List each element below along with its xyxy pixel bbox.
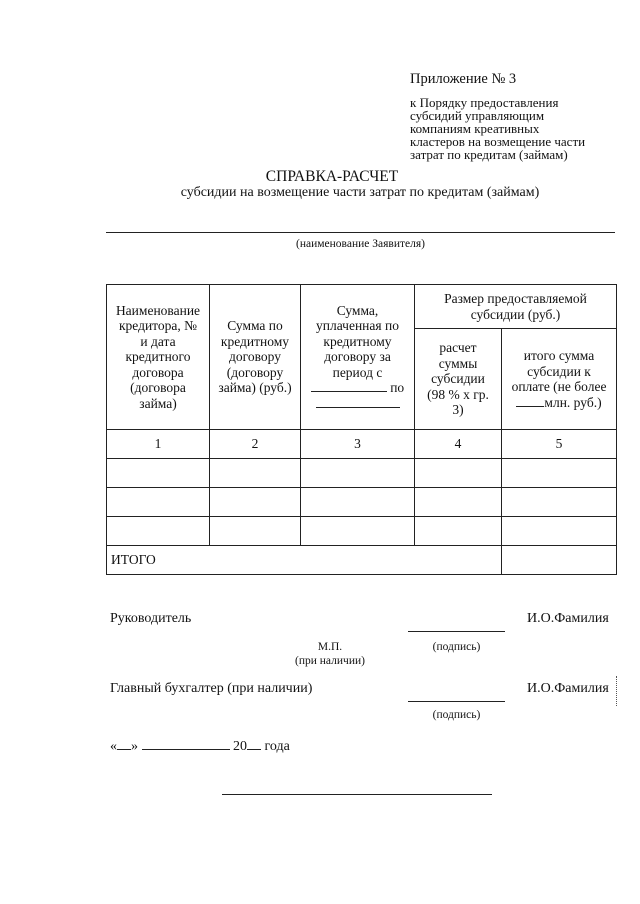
header-line: Размер предоставляемой — [444, 291, 587, 306]
period-to-label: по — [390, 380, 405, 396]
appendix-line: субсидий управляющим — [410, 108, 545, 123]
header-line: и дата — [140, 333, 176, 349]
stamp-label: М.П. — [317, 641, 343, 653]
date-open-quote: « — [110, 739, 117, 754]
head-name: И.О.Фамилия — [527, 611, 609, 626]
date-close-quote: » — [131, 739, 138, 754]
header-subsidy-calc — [415, 329, 502, 430]
period-blank-row — [304, 380, 411, 396]
date-day-blank[interactable] — [117, 748, 131, 750]
header-line: оплате (не более — [511, 379, 607, 394]
total-row — [107, 546, 617, 575]
table-cell[interactable] — [210, 517, 301, 546]
table-cell[interactable] — [415, 488, 502, 517]
header-line: 3) — [452, 402, 464, 418]
header-line: кредитному — [323, 333, 392, 349]
header-line — [505, 395, 613, 411]
column-number-row — [107, 430, 617, 459]
header-line: договору — [229, 349, 281, 365]
date-year-suffix: года — [264, 739, 290, 754]
header-paid-amount — [301, 285, 415, 430]
table-cell[interactable] — [502, 488, 617, 517]
header-line: (98 % х гр. — [427, 386, 489, 402]
header-line: (договору — [226, 364, 284, 380]
header-line: субсидии (руб.) — [470, 306, 561, 322]
table-cell[interactable] — [107, 517, 210, 546]
date-month-blank[interactable] — [142, 748, 230, 750]
column-number: 5 — [502, 430, 617, 459]
header-line: итого сумма — [523, 348, 595, 363]
amount-limit-blank — [516, 405, 544, 407]
header-line-tail: млн. руб.) — [544, 394, 602, 410]
table-cell[interactable] — [415, 517, 502, 546]
column-number: 4 — [415, 430, 502, 459]
table-cell[interactable] — [107, 488, 210, 517]
header-line: уплаченная по — [316, 318, 399, 334]
accountant-signature-caption: (подпись) — [432, 709, 481, 721]
header-line: (договора — [130, 380, 186, 396]
header-line: субсидии — [431, 371, 485, 387]
appendix-line: затрат по кредитам (займам) — [410, 147, 568, 162]
header-line: договору за — [324, 349, 391, 365]
header-line: субсидии к — [527, 363, 591, 379]
head-signature-caption: (подпись) — [432, 641, 481, 653]
applicant-name-line — [106, 232, 615, 233]
appendix-title: Приложение № 3 — [410, 71, 517, 87]
total-label: ИТОГО — [107, 546, 502, 575]
date-line — [110, 739, 290, 755]
bottom-signature-line[interactable] — [222, 794, 492, 795]
header-line: договора — [132, 364, 184, 380]
date-year-blank[interactable] — [247, 748, 261, 750]
table-cell[interactable] — [301, 488, 415, 517]
header-line: Сумма, — [336, 302, 379, 318]
total-value-cell[interactable] — [502, 546, 617, 575]
head-signature-line[interactable] — [408, 631, 505, 632]
column-number: 3 — [301, 430, 415, 459]
table-row — [107, 517, 617, 546]
table-cell[interactable] — [301, 517, 415, 546]
date-year-prefix: 20 — [233, 739, 247, 754]
period-to-blank — [316, 406, 400, 408]
header-line: кредитного — [125, 349, 191, 365]
header-line: Сумма по — [227, 318, 283, 334]
period-from-blank — [311, 390, 387, 392]
table-row — [107, 488, 617, 517]
table-cell[interactable] — [107, 459, 210, 488]
header-line: период с — [332, 364, 383, 380]
header-line: займа) — [139, 395, 177, 411]
appendix-line: кластеров на возмещение части — [410, 134, 586, 149]
table-row — [107, 459, 617, 488]
header-loan-amount — [210, 285, 301, 430]
head-title: Руководитель — [110, 611, 192, 626]
table-cell[interactable] — [415, 459, 502, 488]
table-cell[interactable] — [502, 517, 617, 546]
accountant-name: И.О.Фамилия — [527, 681, 609, 696]
scan-mark — [616, 676, 617, 706]
accountant-signature-line[interactable] — [408, 701, 505, 702]
appendix-subtitle — [410, 96, 625, 161]
header-line: суммы — [438, 355, 478, 371]
header-subsidy-group — [415, 285, 617, 329]
header-line: кредитному — [220, 333, 290, 349]
column-number: 1 — [107, 430, 210, 459]
table-cell[interactable] — [301, 459, 415, 488]
column-number: 2 — [210, 430, 301, 459]
appendix-line: компаниям креативных — [410, 121, 540, 136]
accountant-title: Главный бухгалтер (при наличии) — [110, 681, 313, 696]
applicant-caption: (наименование Заявителя) — [296, 238, 425, 250]
table-cell[interactable] — [210, 488, 301, 517]
header-creditor — [107, 285, 210, 430]
stamp-note: (при наличии) — [295, 655, 365, 667]
appendix-line: к Порядку предоставления — [410, 95, 559, 110]
table-cell[interactable] — [502, 459, 617, 488]
header-line: расчет — [439, 340, 477, 356]
document-subtitle: субсидии на возмещение части затрат по кредитам (займам) — [180, 185, 540, 200]
document-title: СПРАВКА-РАСЧЕТ — [265, 168, 399, 185]
header-line: кредитора, № — [118, 318, 198, 334]
header-subsidy-total — [502, 329, 617, 430]
calculation-table — [106, 284, 617, 575]
header-line: Наименование — [115, 302, 201, 318]
period-blank-row — [304, 396, 411, 412]
header-line: займа) (руб.) — [218, 380, 292, 396]
table-cell[interactable] — [210, 459, 301, 488]
